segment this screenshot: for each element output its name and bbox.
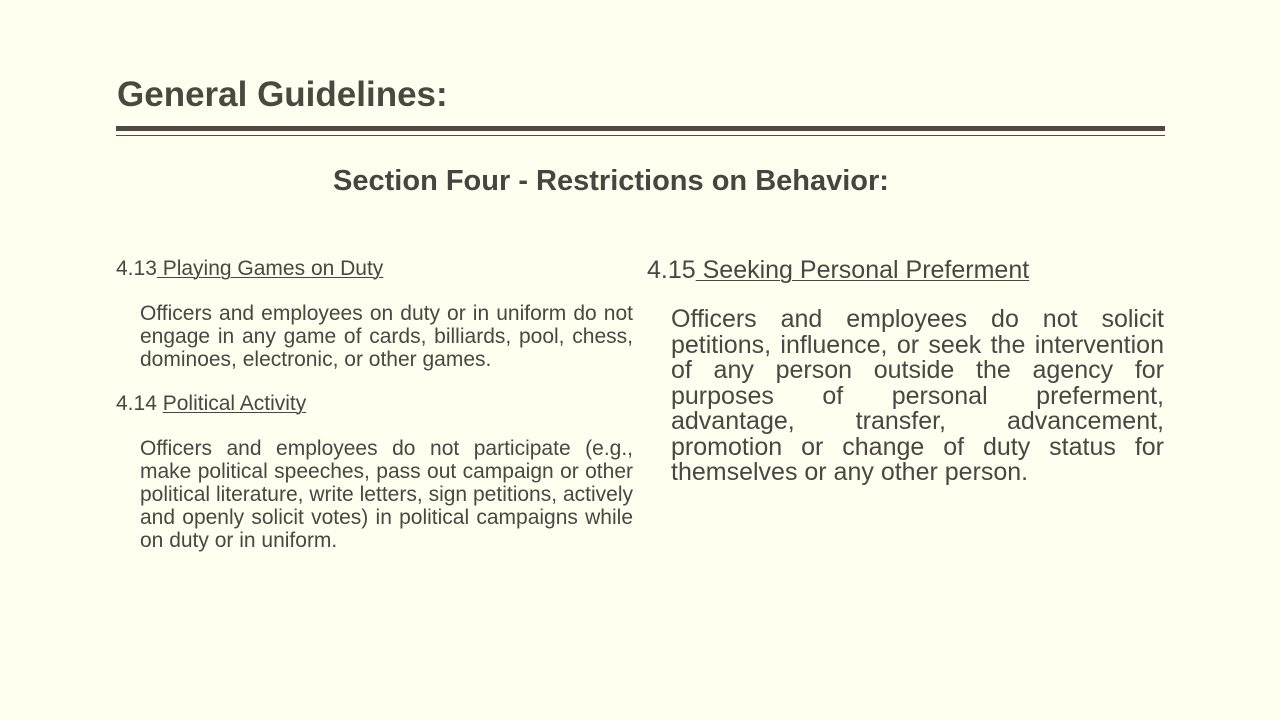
section-4-14-title: Political Activity xyxy=(162,392,307,415)
section-4-13-number: 4.13 xyxy=(116,257,157,280)
section-4-13-title: Playing Games on Duty xyxy=(156,257,384,280)
section-4-14-body: Officers and employees do not participate (e.g., make political speeches, pass out campaign or other political literature, write letters, sign petitions, actively and openly solicit votes) in political campaigns while on duty or in uniform. xyxy=(140,437,633,552)
section-4-15-title: Seeking Personal Preferment xyxy=(695,256,1030,284)
right-column xyxy=(647,255,1164,486)
section-4-15-number: 4.15 xyxy=(647,256,696,284)
title-rule-thick xyxy=(116,126,1165,131)
section-subtitle: Section Four - Restrictions on Behavior: xyxy=(333,165,889,197)
title-rule-thin xyxy=(116,135,1165,136)
section-4-14-heading xyxy=(116,391,633,417)
slide-title: General Guidelines: xyxy=(117,75,448,114)
section-4-15-heading xyxy=(647,255,1164,285)
section-4-13-heading xyxy=(116,256,633,282)
section-4-14-number: 4.14 xyxy=(116,392,163,415)
left-column xyxy=(116,256,633,552)
section-4-13-body: Officers and employees on duty or in uniform do not engage in any game of cards, billiards, pool, chess, dominoes, electronic, or other games. xyxy=(140,302,633,371)
section-4-15-body: Officers and employees do not solicit petitions, influence, or seek the intervention of any person outside the agency for purposes of personal preferment, advantage, transfer, advancement, promotion or change of duty status for themselves or any other person. xyxy=(671,305,1164,486)
